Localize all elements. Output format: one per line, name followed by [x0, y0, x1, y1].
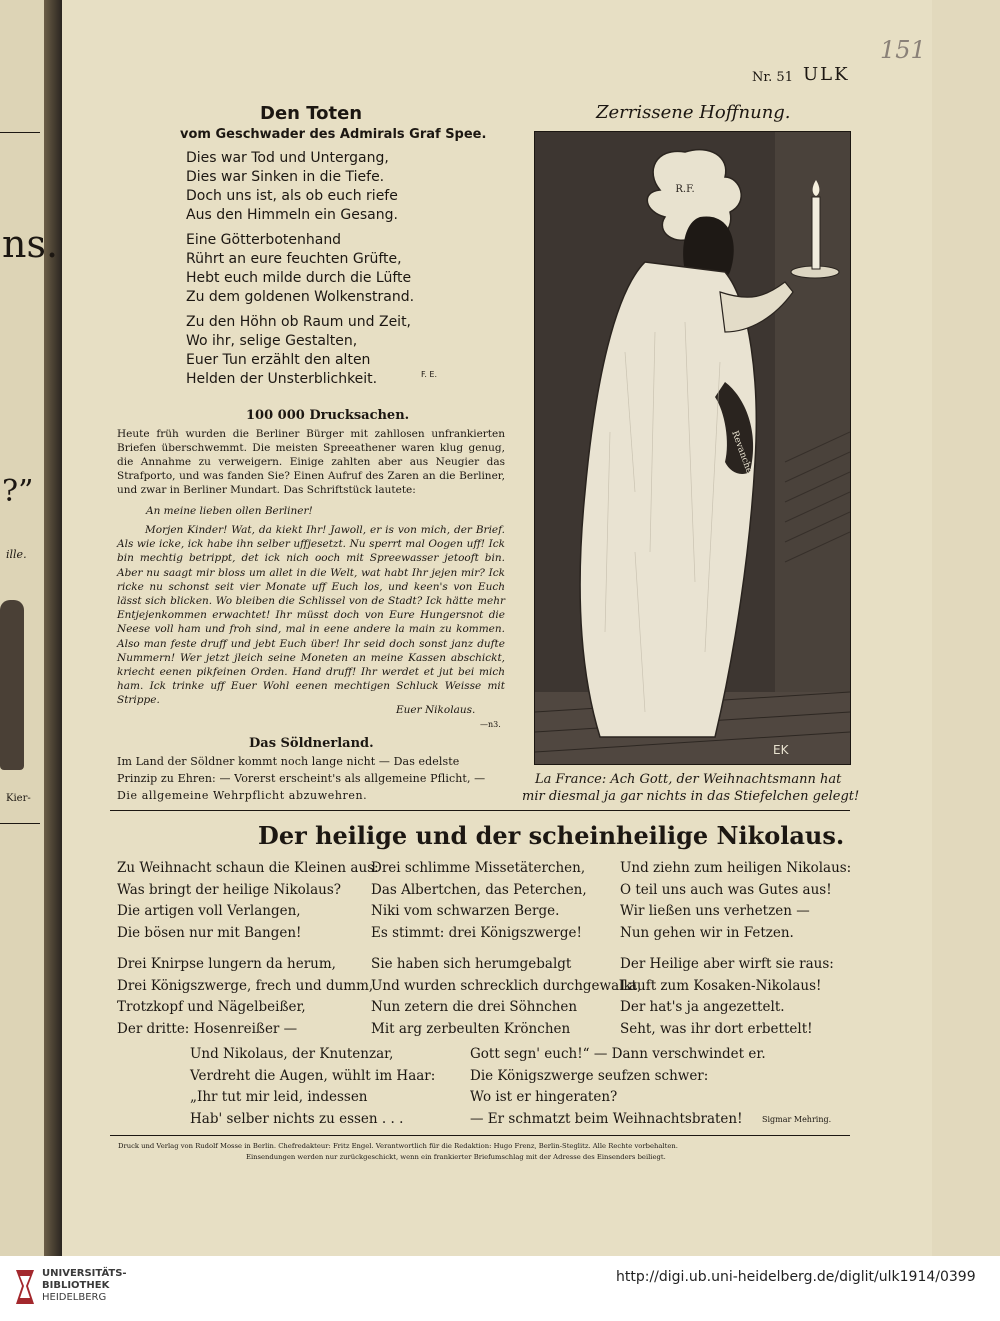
- cap-label: R.F.: [675, 184, 695, 195]
- left-fragment-a: ns.: [2, 222, 59, 266]
- poem-signature: F. E.: [421, 370, 437, 379]
- poem-stanza-2: [186, 231, 414, 307]
- text-line: Im Land der Söldner kommt noch lange nicht — Das edelste: [117, 755, 460, 768]
- article-title: 100 000 Drucksachen.: [246, 408, 410, 423]
- verse-line: Wo ist er hingeraten?: [470, 1089, 618, 1105]
- footer: [0, 1256, 1000, 1321]
- verse-line: Was bringt der heilige Nikolaus?: [117, 881, 342, 898]
- letter-closing: Euer Nikolaus.: [396, 704, 476, 716]
- verse-line: Lauft zum Kosaken-Nikolaus!: [620, 977, 822, 994]
- poem-signature: Sigmar Mehring.: [762, 1115, 832, 1124]
- artist-signature: EK: [773, 743, 789, 757]
- text-line: Die allgemeine Wehrpflicht abzuwehren.: [117, 789, 368, 802]
- poem-column: [371, 858, 587, 944]
- poem-line: Zu den Höhn ob Raum und Zeit,: [186, 314, 412, 330]
- library-name-line-2: BIBLIOTHEK: [42, 1280, 110, 1291]
- left-fragment-c: ille.: [6, 548, 27, 561]
- poem-line: Hebt euch milde durch die Lüfte: [186, 270, 412, 286]
- verse-line: Und Nikolaus, der Knutenzar,: [190, 1046, 394, 1062]
- cartoon-illustration: [534, 131, 851, 765]
- issue-number: Nr. 51: [752, 70, 793, 85]
- verse-line: Und wurden schrecklich durchgewalkt,: [371, 977, 642, 994]
- library-name-line-3: HEIDELBERG: [42, 1292, 107, 1303]
- verse-line: Wir ließen uns verhetzen —: [620, 903, 810, 919]
- poem-line: Dies war Sinken in die Tiefe.: [186, 169, 385, 185]
- text-line: Prinzip zu Ehren: — Vorerst erscheint's als allgemeine Pflicht, —: [117, 772, 486, 785]
- magazine-title: ULK: [803, 64, 850, 85]
- article-signature: —n3.: [480, 720, 501, 729]
- verse-line: Gott segn' euch!“ — Dann verschwindet er.: [470, 1046, 766, 1062]
- poem-line: Zu dem goldenen Wolkenstrand.: [186, 289, 415, 305]
- left-fragment-b: ?”: [2, 474, 34, 509]
- letter-salutation: An meine lieben ollen Berliner!: [146, 505, 313, 517]
- book-gutter: [44, 0, 62, 1256]
- right-margin: [932, 0, 1000, 1256]
- cartoon-drawing: [535, 132, 850, 764]
- poem-line: Dies war Tod und Untergang,: [186, 150, 389, 166]
- cartoon-caption-line2: mir diesmal ja gar nichts in das Stiefelchen gelegt!: [522, 789, 860, 804]
- handwritten-page-number: 151: [880, 36, 926, 64]
- verse-line: Der hat's ja angezettelt.: [620, 999, 785, 1015]
- verse-line: Drei schlimme Missetäterchen,: [371, 860, 586, 876]
- verse-line: Das Albertchen, das Peterchen,: [371, 881, 587, 898]
- verse-line: Der Heilige aber wirft sie raus:: [620, 956, 834, 972]
- verse-line: Zu Weihnacht schaun die Kleinen aus:: [117, 860, 379, 876]
- poem-column: [470, 1044, 766, 1130]
- verse-line: Nun gehen wir in Fetzen.: [620, 924, 794, 941]
- verse-line: Seht, was ihr dort erbettelt!: [620, 1020, 813, 1037]
- poem-line: Euer Tun erzählt den alten: [186, 352, 371, 368]
- verse-line: Es stimmt: drei Königszwerge!: [371, 924, 582, 941]
- article-intro: Heute früh wurden die Berliner Bürger mit zahllosen unfrankierten Briefen überschwemmt. Die meisten Spreeathener waren klug genug, die Annahme zu verweigern. Einige zahlten aber aus Neugier das Strafporto, und was fanden Sie? Einen Aufruf des Zaren an die Berliner, und zwar in Berliner Mundart. Das Schriftstück lautete:: [117, 428, 505, 496]
- verse-line: Die Königszwerge seufzen schwer:: [470, 1067, 709, 1084]
- poem-line: Doch uns ist, als ob euch riefe: [186, 188, 398, 204]
- cartoon-caption-line1: La France: Ach Gott, der Weihnachtsmann hat: [535, 772, 842, 787]
- poem-line: Rührt an eure feuchten Grüfte,: [186, 251, 402, 267]
- stocking-label: Revanche: [729, 429, 754, 475]
- poem-subtitle: vom Geschwader des Admirals Graf Spee.: [180, 127, 487, 142]
- poem-column: [117, 954, 373, 1040]
- verse-line: — Er schmatzt beim Weihnachtsbraten!: [470, 1110, 743, 1127]
- imprint-line-2: Einsendungen werden nur zurückgeschickt, wenn ein frankierter Briefumschlag mit der Adresse des Einsenders beiliegt.: [246, 1153, 666, 1161]
- verse-line: Mit arg zerbeulten Krönchen: [371, 1020, 571, 1037]
- cartoon-title: Zerrissene Hoffnung.: [596, 102, 791, 123]
- poem-stanza-1: [186, 149, 398, 225]
- verse-line: O teil uns auch was Gutes aus!: [620, 881, 832, 898]
- verse-line: Trotzkopf und Nägelbeißer,: [117, 999, 306, 1015]
- poem-column: [190, 1044, 435, 1130]
- poem-column: [620, 858, 851, 944]
- verse-line: Drei Knirpse lungern da herum,: [117, 956, 336, 972]
- poem-column: [620, 954, 834, 1040]
- source-url[interactable]: http://digi.ub.uni-heidelberg.de/diglit/ulk1914/0399: [616, 1269, 976, 1285]
- verse-line: Und ziehn zum heiligen Nikolaus:: [620, 860, 852, 876]
- poem-line: Aus den Himmeln ein Gesang.: [186, 207, 398, 223]
- poem-main-title: Der heilige und der scheinheilige Nikolaus.: [258, 821, 845, 850]
- imprint-line-1: Druck und Verlag von Rudolf Mosse in Berlin. Chefredakteur: Fritz Engel. Verantwortlich für die Redaktion: Hugo Frenz, Berlin-Steglitz. Alle Rechte vorbehalten.: [118, 1142, 678, 1150]
- poem-line: Wo ihr, selige Gestalten,: [186, 333, 358, 349]
- section-title: Das Söldnerland.: [249, 736, 374, 751]
- verse-line: Sie haben sich herumgebalgt: [371, 956, 572, 972]
- poem-stanza-3: [186, 313, 411, 389]
- poem-line: Helden der Unsterblichkeit.: [186, 371, 378, 387]
- verse-line: Hab' selber nichts zu essen . . .: [190, 1110, 404, 1127]
- letter-body: Morjen Kinder! Wat, da kiekt Ihr! Jawoll, er is von mich, der Brief. Als wie icke, ick habe ihn selber uffjesetzt. Nu sperrt mal Oogen uff! Ick bin mechtig betrippt, det ick nich ooch mit Spreewasser jetooft bin. Aber nu saagt mir bloss um allet in die Welt, wat habt Ihr jejen mir? Ick ricke nu schonst seit vier Monate uff Euch los, und keen's von Euch lässt sich blicken. Wo bleiben die Schlissel von de Stadt? Ick hätte mehr Entjejenkommen erwachtet! Ihr müsst doch von Eure Hungersnot die Neese voll ham und froh sind, mal in eene andere la main zu kommen. Also man feste druff und jebt Euch über! Ihr seid doch sonst janz dufte Nummern! Wer jetzt jleich seine Moneten an meine Kassen abschickt, kriecht eenen pikfeinen Orden. Hand druff! Ihr werdet et jut bei mich ham. Ick trinke uff Euer Wohl eenen mechtigen Schluck Weisse mit Strippe.: [117, 524, 505, 707]
- previous-page-edge: [0, 0, 62, 1256]
- verse-line: Die artigen voll Verlangen,: [117, 903, 301, 919]
- section-divider: [110, 810, 850, 811]
- imprint-divider: [110, 1135, 850, 1136]
- verse-line: Nun zetern die drei Söhnchen: [371, 999, 578, 1015]
- poem-column: [371, 954, 641, 1040]
- verse-line: „Ihr tut mir leid, indessen: [190, 1089, 368, 1105]
- verse-line: Drei Königszwerge, frech und dumm,: [117, 977, 374, 994]
- left-illustration-figure: [0, 600, 24, 770]
- verse-line: Der dritte: Hosenreißer —: [117, 1020, 298, 1037]
- poem-column: [117, 858, 379, 944]
- left-fragment-d: Kier-: [6, 793, 31, 804]
- verse-line: Niki vom schwarzen Berge.: [371, 903, 560, 919]
- verse-line: Die bösen nur mit Bangen!: [117, 924, 302, 941]
- library-logo-icon: [14, 1266, 36, 1308]
- poem-title: Den Toten: [260, 103, 363, 124]
- poem-line: Eine Götterbotenhand: [186, 232, 342, 248]
- library-name-line-1: UNIVERSITÄTS-: [42, 1268, 127, 1279]
- verse-line: Verdreht die Augen, wühlt im Haar:: [190, 1067, 436, 1084]
